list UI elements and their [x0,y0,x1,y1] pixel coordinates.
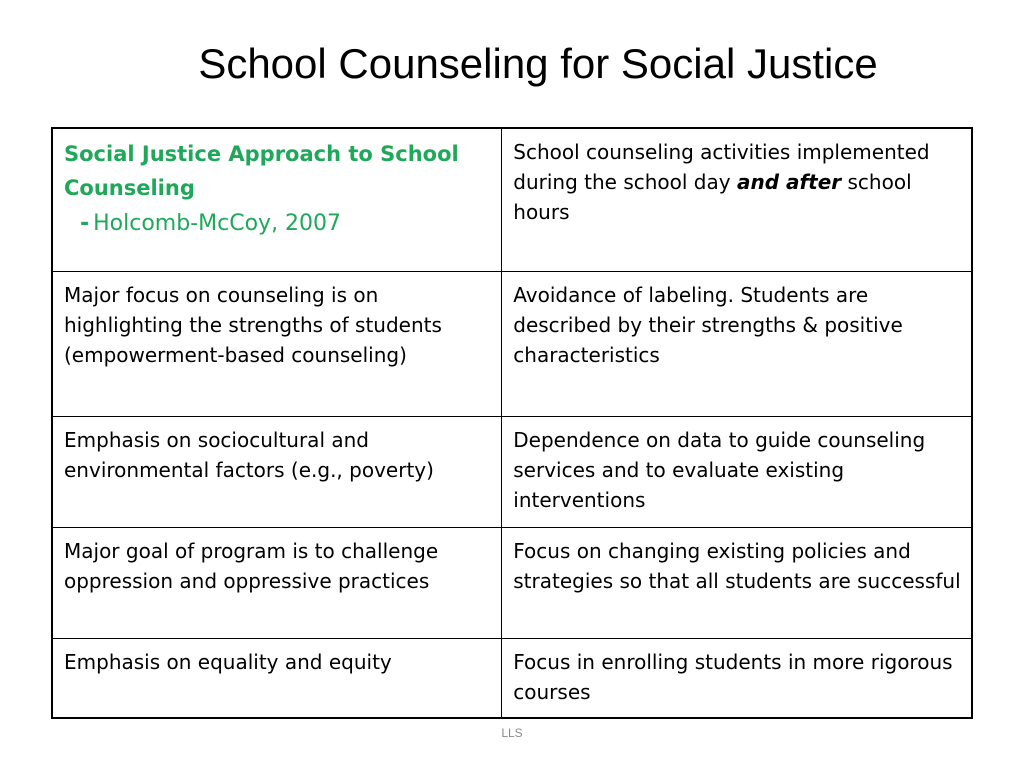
table-cell-heading [52,128,502,272]
citation-dash: - [80,211,90,236]
table-cell [502,128,972,272]
table-cell: Focus on changing existing policies and strategies so that all students are successful [502,528,972,639]
citation-author: Holcomb-McCoy, 2007 [93,211,342,236]
approach-heading: Social Justice Approach to School Counseling [64,142,459,200]
table-cell: Avoidance of labeling. Students are described by their strengths & positive characteristics [502,272,972,417]
table-cell: Emphasis on sociocultural and environmental factors (e.g., poverty) [52,417,502,528]
slide-footer: LLS [501,726,523,740]
table-cell: Dependence on data to guide counseling services and to evaluate existing interventions [502,417,972,528]
comparison-table [51,127,973,719]
cell-text: School counseling activities implemented during the school day [513,140,930,194]
table-cell: Focus in enrolling students in more rigorous courses [502,639,972,719]
table-cell: Major focus on counseling is on highlighting the strengths of students (empowerment-based counseling) [52,272,502,417]
table-row [52,417,972,528]
citation [64,205,491,243]
table-row [52,128,972,272]
emphasis-text: and after [736,170,842,194]
table-row [52,639,972,719]
slide-title: School Counseling for Social Justice [198,40,878,87]
cell-text: school hours [513,170,912,224]
table-row [52,272,972,417]
table-cell: Major goal of program is to challenge oppression and oppressive practices [52,528,502,639]
table-row [52,528,972,639]
table-cell: Emphasis on equality and equity [52,639,502,719]
